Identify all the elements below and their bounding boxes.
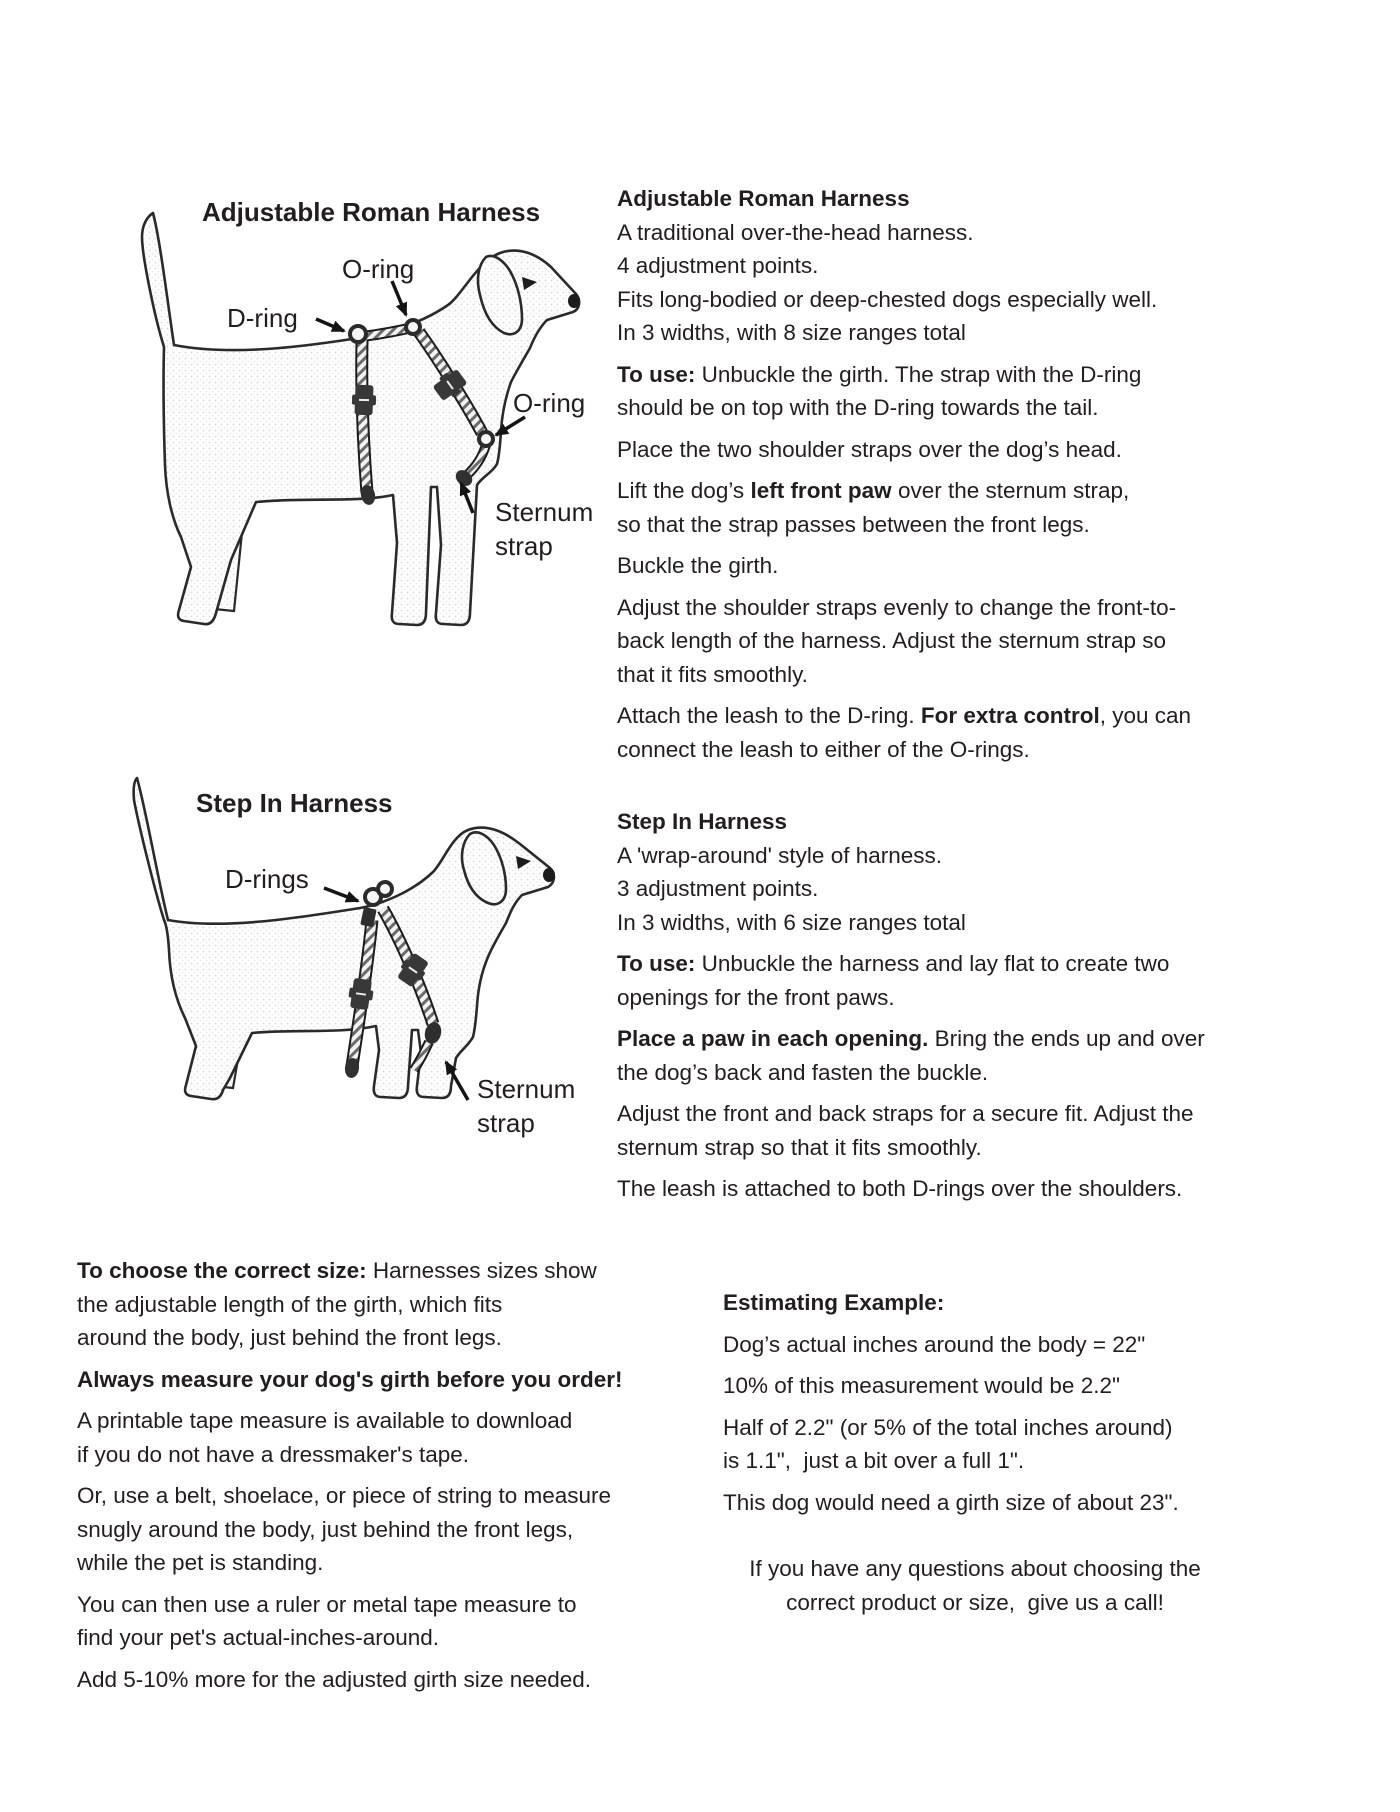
text-line [477, 1107, 575, 1141]
text: The leash is attached to both D-rings over the shoulders. [617, 1176, 1183, 1201]
text-line [495, 530, 593, 564]
stepin-to-use-paragraph [617, 947, 1265, 1014]
text: A printable tape measure is available to download [77, 1408, 573, 1433]
text: Lift the dog’s [617, 478, 751, 503]
o-ring-chest [479, 432, 493, 446]
always-measure-paragraph [77, 1363, 677, 1397]
text-line [617, 283, 1265, 317]
text: openings for the front paws. [617, 984, 895, 1010]
text-line [77, 1621, 677, 1655]
stepin-sternum-strap-label [477, 1073, 575, 1140]
text: should be on top with the D-ring towards the tail. [617, 395, 1099, 420]
o-ring-top-arrow [392, 281, 406, 315]
text: You can then use a ruler or metal tape measure to [77, 1591, 577, 1617]
bold-text: To choose the correct size: [77, 1258, 367, 1283]
text: Add 5-10% more for the adjusted girth size needed. [77, 1666, 592, 1692]
bold-text: Place a paw in each opening. [617, 1026, 929, 1051]
roman-harness-instructions [617, 182, 1265, 766]
text-line [723, 1328, 1243, 1362]
text: Unbuckle the harness and lay flat to create two [695, 951, 1170, 976]
text-line [617, 906, 1265, 940]
bold-text: Step In Harness [617, 809, 788, 834]
text: , you can [1099, 703, 1192, 728]
estimate-line-result [723, 1486, 1243, 1520]
stepin-place-paragraph [617, 1022, 1265, 1089]
text: correct product or size, give us a call! [786, 1589, 1164, 1615]
belt-string-paragraph [77, 1479, 677, 1580]
stepin-intro-paragraph [617, 805, 1265, 939]
estimate-line-actual [723, 1328, 1243, 1362]
text-line [705, 1586, 1245, 1620]
text: so that the strap passes between the front legs. [617, 511, 1090, 537]
text-line [617, 872, 1265, 906]
o-ring-neck [406, 320, 420, 334]
text: Half of 2.2" (or 5% of the total inches around) [723, 1414, 1173, 1440]
text-line [617, 733, 1265, 767]
text: In 3 widths, with 8 size ranges total [617, 320, 966, 345]
bold-text: Estimating Example: [723, 1290, 945, 1315]
dog-body [134, 778, 554, 1099]
text-line [705, 1552, 1245, 1586]
dog-illustration [134, 778, 555, 1099]
ruler-paragraph [77, 1588, 677, 1655]
text: In 3 widths, with 6 size ranges total [617, 909, 966, 935]
text-line [77, 1588, 677, 1622]
bold-text: Adjustable Roman Harness [617, 186, 910, 211]
roman-d-ring-label: D-ring [227, 303, 298, 333]
text-line [617, 316, 1265, 350]
bold-text: For extra control [920, 703, 1100, 728]
text-line [617, 216, 1265, 250]
text-line [77, 1663, 677, 1697]
text: Buckle the girth. [617, 553, 779, 578]
stepin-diagram-title: Step In Harness [196, 788, 393, 818]
text-line [77, 1513, 677, 1547]
d-ring-front [378, 882, 392, 896]
text: Harnesses sizes show [366, 1258, 597, 1283]
text-line [617, 508, 1265, 542]
text-line [77, 1479, 677, 1513]
text: 4 adjustment points. [617, 253, 819, 278]
text-line [617, 1172, 1265, 1206]
text: over the sternum strap, [891, 478, 1130, 503]
estimate-line-half [723, 1411, 1243, 1478]
girth-strap-webbing [362, 341, 367, 493]
sizing-instructions [77, 1254, 677, 1696]
text: A 'wrap-around' style of harness. [617, 842, 943, 868]
text: strap [477, 1107, 535, 1138]
bold-text: To use: [617, 951, 696, 976]
roman-intro-paragraph [617, 182, 1265, 350]
text-line [77, 1288, 677, 1322]
text: Sternum [477, 1074, 576, 1104]
text: Dog’s actual inches around the body = 22" [723, 1331, 1146, 1357]
stepin-harness-illustration [130, 770, 590, 1115]
buckle-slot [356, 993, 366, 994]
text-line [77, 1404, 677, 1438]
text: Unbuckle the girth. The strap with the D-ring [695, 361, 1142, 387]
roman-sternum-strap-label [495, 496, 593, 563]
text-line [77, 1254, 677, 1288]
text: snugly around the body, just behind the front legs, [77, 1516, 574, 1542]
text-line [617, 805, 1265, 839]
text-line [723, 1286, 1243, 1320]
stepin-d-rings-label: D-rings [225, 864, 309, 894]
dog-nose [568, 294, 580, 308]
bold-text: Always measure your dog's girth before you order! [77, 1366, 623, 1392]
text-line [77, 1363, 677, 1397]
text-line [617, 699, 1265, 733]
roman-to-use-paragraph [617, 358, 1265, 425]
text: This dog would need a girth size of about 23". [723, 1489, 1179, 1515]
roman-buckle-paragraph [617, 549, 1265, 583]
text: If you have any questions about choosing the [749, 1556, 1201, 1581]
text-line [77, 1438, 677, 1472]
bold-text: left front paw [750, 478, 892, 503]
stepin-adjust-paragraph [617, 1097, 1265, 1164]
roman-adjust-paragraph [617, 591, 1265, 692]
roman-o-ring-top-label: O-ring [342, 254, 415, 284]
text-line [723, 1369, 1243, 1403]
text: Sternum [495, 497, 594, 527]
text-line [495, 496, 593, 530]
dog-nose [543, 868, 555, 882]
text: the adjustable length of the girth, which fits [77, 1291, 503, 1317]
text: Adjust the shoulder straps evenly to change the front-to- [617, 594, 1177, 620]
text: around the body, just behind the front legs. [77, 1325, 502, 1350]
text-line [617, 839, 1265, 873]
bold-text: To use: [617, 361, 696, 387]
text: Fits long-bodied or deep-chested dogs especially well. [617, 286, 1158, 312]
text-line [723, 1486, 1243, 1520]
text: Bring the ends up and over [928, 1026, 1205, 1051]
d-ring [350, 326, 366, 342]
text-line [617, 182, 1265, 216]
roman-place-paragraph [617, 433, 1265, 467]
text: if you do not have a dressmaker's tape. [77, 1441, 470, 1467]
text-line [617, 433, 1265, 467]
text-line [77, 1321, 677, 1355]
roman-diagram-title: Adjustable Roman Harness [202, 197, 541, 227]
text: that it fits smoothly. [617, 661, 808, 687]
d-rings-arrow [324, 888, 358, 901]
estimating-example [723, 1286, 1243, 1519]
text-line [617, 1022, 1265, 1056]
text-line [77, 1546, 677, 1580]
printable-tape-paragraph [77, 1404, 677, 1471]
text: A traditional over-the-head harness. [617, 219, 974, 245]
text-line [617, 391, 1265, 425]
text: the dog’s back and fasten the buckle. [617, 1059, 989, 1085]
text: 10% of this measurement would be 2.2" [723, 1373, 1120, 1398]
text-line [617, 591, 1265, 625]
text: is 1.1", just a bit over a full 1". [723, 1448, 1025, 1473]
text: find your pet's actual-inches-around. [77, 1625, 439, 1650]
text: 3 adjustment points. [617, 876, 819, 901]
text-line [617, 981, 1265, 1015]
text: strap [495, 530, 553, 561]
roman-lift-paragraph [617, 474, 1265, 541]
d-ring-arrow [316, 319, 344, 331]
text: while the pet is standing. [77, 1550, 324, 1575]
top-strap [366, 329, 406, 336]
text-line [617, 1097, 1265, 1131]
text: sternum strap so that it fits smoothly. [617, 1134, 982, 1160]
text-line [617, 474, 1265, 508]
girth-strap [362, 341, 367, 493]
text-line [723, 1411, 1243, 1445]
estimate-heading [723, 1286, 1243, 1320]
contact-note [705, 1552, 1245, 1619]
text-line [617, 549, 1265, 583]
text: Or, use a belt, shoelace, or piece of string to measure [77, 1483, 612, 1508]
stepin-leash-paragraph [617, 1172, 1265, 1206]
text: back length of the harness. Adjust the sternum strap so [617, 628, 1167, 653]
text-line [477, 1073, 575, 1107]
text-line [617, 1131, 1265, 1165]
roman-leash-paragraph [617, 699, 1265, 766]
text: Attach the leash to the D-ring. [617, 703, 921, 728]
text-line [617, 658, 1265, 692]
text-line [617, 947, 1265, 981]
choose-size-paragraph [77, 1254, 677, 1355]
add-percent-paragraph [77, 1663, 677, 1697]
text-line [617, 1056, 1265, 1090]
stepin-harness-instructions [617, 805, 1265, 1206]
text-line [723, 1444, 1243, 1478]
text: connect the leash to either of the O-rings. [617, 736, 1030, 762]
text-line [617, 358, 1265, 392]
text: Adjust the front and back straps for a secure fit. Adjust the [617, 1101, 1194, 1126]
text-line [617, 249, 1265, 283]
roman-o-ring-side-label: O-ring [513, 388, 586, 418]
estimate-line-ten-percent [723, 1369, 1243, 1403]
text-line [617, 624, 1265, 658]
text: Place the two shoulder straps over the dog’s head. [617, 436, 1122, 462]
